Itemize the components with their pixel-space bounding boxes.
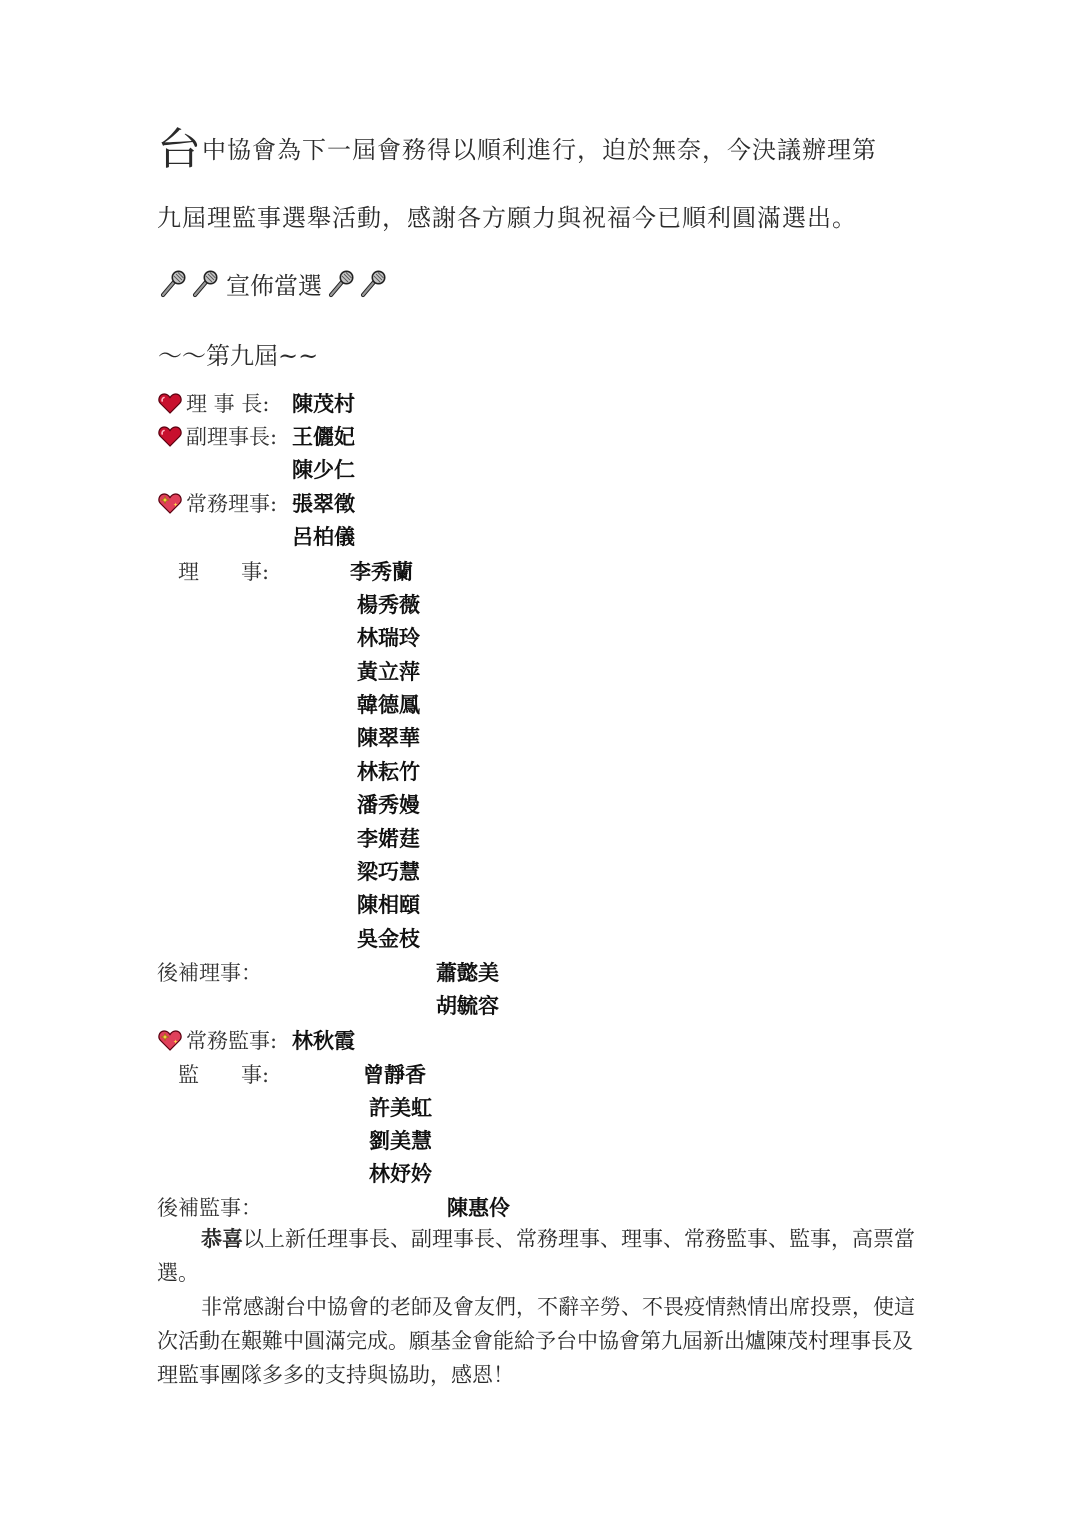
sparkling-heart-icon: [158, 492, 182, 514]
standing-label-row: [158, 488, 277, 518]
director-name: 黃立萍: [357, 659, 420, 684]
microphone-icon: [190, 269, 220, 299]
alt-director-name: 蕭懿美: [436, 960, 499, 985]
microphone-icon: [358, 269, 388, 299]
director-name: 韓德鳳: [357, 692, 420, 717]
standing-supervisor-label: 常務監事:: [186, 1029, 278, 1053]
supervisor-name: 許美虹: [369, 1095, 432, 1120]
alt-supervisors-label: 後補監事：: [157, 1196, 262, 1220]
sparkling-heart-icon: [158, 1029, 182, 1051]
standing-supervisor-name: 林秋霞: [292, 1028, 355, 1053]
congrats-bold: 恭喜: [201, 1226, 243, 1251]
heart-icon: [158, 392, 182, 414]
alt-supervisor-name: 陳惠伶: [447, 1195, 510, 1220]
alt-director-name: 胡毓容: [436, 993, 499, 1018]
chair-label: 理 事 長:: [186, 392, 270, 416]
microphone-icon: [326, 269, 356, 299]
term-title: ～～第九屆~~: [158, 342, 319, 370]
vice-name: 王儷妃: [292, 424, 355, 449]
director-name: 李婼莛: [357, 826, 420, 851]
director-name: 李秀蘭: [350, 559, 413, 584]
standing-label: 常務理事:: [186, 492, 278, 516]
intro-line-2: 九屆理監事選舉活動，感謝各方願力與祝福今已順利圓滿選出。: [157, 204, 857, 232]
director-name: 梁巧慧: [357, 859, 420, 884]
chair-label-row: [158, 388, 269, 418]
microphone-icon: [158, 269, 188, 299]
intro-text-1: 中協會為下一屆會務得以順利進行，迫於無奈，今決議辦理第: [202, 136, 877, 164]
alt-directors-label: 後補理事：: [157, 961, 262, 985]
intro-line-1: [157, 124, 877, 175]
director-name: 陳翠華: [357, 725, 420, 750]
vice-label: 副理事長:: [186, 425, 278, 449]
director-name: 吳金枝: [357, 926, 420, 951]
congrats-paragraph: [157, 1222, 917, 1290]
congrats-text: 以上新任理事長、副理事長、常務理事、理事、常務監事、監事，高票當選。: [157, 1227, 915, 1285]
director-name: 陳相頤: [357, 892, 420, 917]
supervisor-name: 劉美慧: [369, 1128, 432, 1153]
directors-label: 理 事:: [178, 560, 270, 584]
chair-name: 陳茂村: [292, 391, 355, 416]
supervisor-name: 曾靜香: [363, 1062, 426, 1087]
supervisors-label: 監 事:: [178, 1063, 270, 1087]
thanks-paragraph: 非常感謝台中協會的老師及會友們，不辭辛勞、不畏疫情熱情出席投票，使這次活動在艱難中圓滿完成。願基金會能給予台中協會第九屆新出爐陳茂村理事長及理監事團隊多多的支持與協助，感恩！: [157, 1295, 915, 1387]
vice-name: 陳少仁: [292, 457, 355, 482]
director-name: 潘秀嫚: [357, 792, 420, 817]
standing-supervisor-label-row: [158, 1025, 277, 1055]
vice-label-row: [158, 421, 277, 451]
announce-text: 宣佈當選: [226, 272, 322, 300]
director-name: 林耘竹: [357, 759, 420, 784]
standing-name: 張翠徵: [292, 491, 355, 516]
heart-icon: [158, 425, 182, 447]
director-name: 林瑞玲: [357, 625, 420, 650]
announce-heading: [158, 266, 390, 301]
director-name: 楊秀薇: [357, 592, 420, 617]
supervisor-name: 林妤妗: [369, 1161, 432, 1186]
drop-cap: 台: [157, 124, 202, 175]
standing-name: 呂柏儀: [292, 524, 355, 549]
